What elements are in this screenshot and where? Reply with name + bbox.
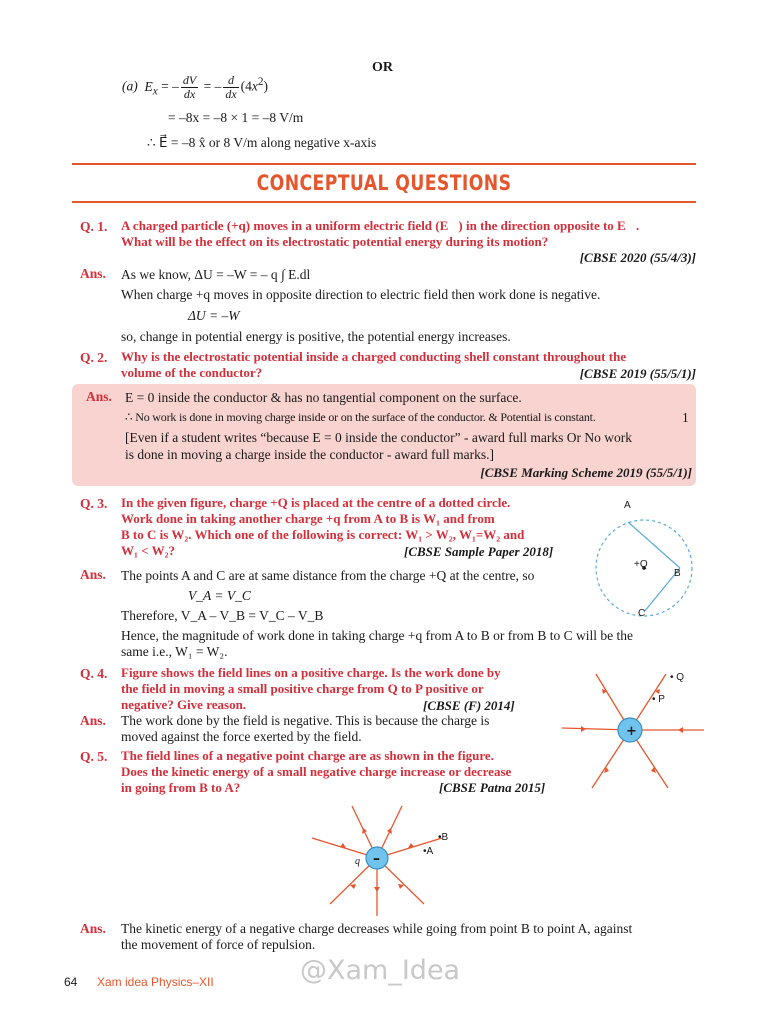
section-title: CONCEPTUAL QUESTIONS	[256, 171, 512, 195]
q3-label: Q. 3.	[80, 496, 108, 511]
point-q: • Q	[670, 672, 685, 683]
q3-line-1: In the given figure, charge +Q is placed at the centre of a dotted circle.	[121, 495, 511, 510]
q2-ans-line-4: is done in moving a charge inside the conductor - award full marks.]	[125, 447, 495, 462]
q5-line-2: Does the kinetic energy of a small negative charge increase or decrease	[121, 764, 512, 779]
q3-ans-eq-1: V_A = V_C	[188, 588, 251, 603]
q5-label: Q. 5.	[80, 749, 108, 764]
q4-line-1: Figure shows the field lines on a positive charge. Is the work done by	[121, 665, 501, 680]
q5-ans-line-2: the movement of force of repulsion.	[121, 937, 316, 952]
q4-line-2: the field in moving a small positive charge from Q to P positive or	[121, 681, 484, 696]
q3-ans-label: Ans.	[80, 567, 106, 582]
q2-source: [CBSE 2019 (55/5/1)]	[579, 366, 696, 381]
q5-ans-label: Ans.	[80, 921, 106, 936]
book-title: Xam idea Physics–XII	[97, 975, 214, 989]
q3-line-3: B to C is W₂. Which one of the following is correct: W₁ > W₂, W₁=W₂ and	[121, 527, 525, 542]
q2-line-2: volume of the conductor?	[121, 365, 263, 380]
q5-field-lines-figure	[310, 800, 470, 920]
q1-ans-eq: ΔU = –W	[188, 308, 240, 323]
q1-ans-line-3: so, change in potential energy is positive, the potential energy increases.	[121, 329, 511, 344]
label-q: q	[355, 856, 360, 867]
point-a: •A	[423, 846, 434, 857]
q1-ans-line-2: When charge +q moves in opposite direction to electric field then work done is negative.	[121, 287, 601, 302]
top-rule	[72, 163, 696, 165]
q1-source: [CBSE 2020 (55/4/3)]	[579, 250, 696, 265]
arrow-3	[581, 726, 586, 732]
arrow-7	[374, 887, 380, 892]
negative-sign: –	[373, 851, 380, 867]
q2-ans-mark: 1	[682, 410, 689, 425]
arrow-6	[398, 884, 404, 889]
q4-ans-label: Ans.	[80, 713, 106, 728]
or-label: OR	[372, 60, 393, 75]
q4-source: [CBSE (F) 2014]	[423, 698, 515, 713]
q2-ans-source: [CBSE Marking Scheme 2019 (55/5/1)]	[480, 465, 692, 480]
q2-ans-line-1: E = 0 inside the conductor & has no tangential component on the surface.	[125, 390, 522, 405]
q4-label: Q. 4.	[80, 666, 108, 681]
bottom-rule	[72, 201, 696, 203]
watermark: @Xam_Idea	[300, 955, 461, 986]
q5-line-3: in going from B to A?	[121, 780, 241, 795]
q3-ans-line-3: Hence, the magnitude of work done in taking charge +q from A to B or from B to C will be the	[121, 628, 634, 643]
q2-ans-line-2: ∴ No work is done in moving charge inside or on the surface of the conductor. & Potential is constant.	[125, 410, 596, 424]
q4-line-3: negative? Give reason.	[121, 697, 247, 712]
label-plus-q: +Q	[634, 559, 648, 570]
q2-ans-line-3: [Even if a student writes “because E = 0 inside the conductor” - award full marks Or No work	[125, 430, 632, 445]
q1-ans-line-1: As we know, ΔU = –W = – q ∫ E.dl	[121, 267, 311, 282]
q1-ans-label: Ans.	[80, 266, 106, 281]
q5-line-1: The field lines of a negative point charge are as shown in the figure.	[121, 748, 494, 763]
part-label: (a)	[122, 78, 138, 94]
q2-label: Q. 2.	[80, 350, 108, 365]
q3-line-4: W₁ < W₂?	[121, 543, 175, 558]
point-p: • P	[652, 694, 665, 705]
q3-circle-figure	[588, 494, 708, 620]
q5-ans-line-1: The kinetic energy of a negative charge decreases while going from point B to point A, against	[121, 921, 633, 936]
arrow-5	[350, 884, 356, 889]
solution-line-1: (a) $E_x$ = – $\frac{dV}{dx}$ = – $\frac{d}{dx}$ $(4x^2)$	[122, 73, 269, 101]
label-a: A	[624, 500, 631, 511]
positive-sign: +	[626, 724, 637, 739]
q2-line-1: Why is the electrostatic potential inside a charged conducting shell constant throughout the	[121, 349, 627, 364]
q4-ans-line-2: moved against the force exerted by the field.	[121, 729, 362, 744]
arrow-4	[678, 727, 683, 733]
q1-line-1: A charged particle (+q) moves in a uniform electric field (E⃗) in the direction opposite to E⃗.	[121, 218, 640, 233]
solution-line-3: ∴ E⃗ = –8 x̂ or 8 V/m along negative x-axis	[147, 135, 377, 150]
q3-ans-line-4: same i.e., W₁ = W₂.	[121, 644, 228, 659]
page-number: 64	[64, 975, 78, 989]
q3-ans-line-2: Therefore, V_A – V_B = V_C – V_B	[121, 608, 324, 623]
q3-ans-line-1: The points A and C are at same distance from the charge +Q at the centre, so	[121, 568, 535, 583]
point-b: •B	[438, 832, 449, 843]
q5-source: [CBSE Patna 2015]	[439, 780, 546, 795]
label-c: C	[638, 608, 646, 619]
q1-label: Q. 1.	[80, 219, 108, 234]
q3-line-2: Work done in taking another charge +q from A to B is W₁ and from	[121, 511, 495, 526]
q2-ans-label: Ans.	[86, 389, 112, 404]
q1-line-2: What will be the effect on its electrostatic potential energy during its motion?	[121, 234, 549, 249]
q4-field-lines-figure	[558, 664, 708, 794]
q3-source: [CBSE Sample Paper 2018]	[404, 544, 554, 559]
q4-ans-line-1: The work done by the field is negative. This is because the charge is	[121, 713, 490, 728]
solution-line-2: = –8x = –8 × 1 = –8 V/m	[168, 110, 304, 125]
label-b: B	[674, 568, 681, 579]
